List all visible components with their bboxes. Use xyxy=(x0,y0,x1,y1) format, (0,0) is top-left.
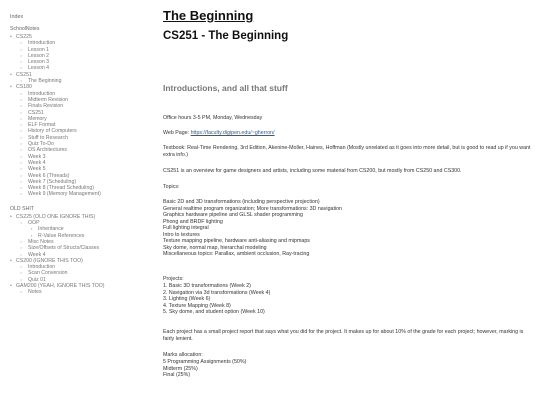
overview-text: CS251 is an overview for game designers and artists, including some material from CS200, but mostly from CS250 and CS300. xyxy=(163,168,462,174)
sidebar-item[interactable]: ○ Midterm Revision xyxy=(10,97,150,103)
sidebar-item[interactable]: ○ Lesson 2 xyxy=(10,53,150,59)
page-title: The Beginning xyxy=(163,8,254,23)
project-item: 5. Sky dome, and student option (Week 10) xyxy=(163,309,265,315)
sidebar-item[interactable]: ○ Lesson 3 xyxy=(10,59,150,65)
marks-item: Midterm (25%) xyxy=(163,365,198,372)
topic-item: Phong and BRDF lighting xyxy=(163,218,223,225)
sidebar-item[interactable]: ○ Quiz To-Do xyxy=(10,141,150,147)
sidebar-item[interactable]: ○ Notes xyxy=(10,289,150,295)
projects-label: Projects: xyxy=(163,276,184,282)
projects-list xyxy=(163,283,533,316)
sidebar-item[interactable]: • GAM200 (YEAH, IGNORE THIS TOO) xyxy=(10,283,150,289)
sidebar-item[interactable]: ○ Introduction xyxy=(10,91,150,97)
marks-item: Final (25%) xyxy=(163,372,191,378)
project-report-text: Each project has a small project report that says what you did for the project. It makes up for about 10% of the grade for each project; however, marking is fairly lenient. xyxy=(163,329,524,342)
sidebar-item[interactable]: ○ Week 7 (Scheduling) xyxy=(10,179,150,185)
sidebar-section-oldshit[interactable]: OLD SHIT xyxy=(10,205,34,212)
sidebar-item[interactable]: ○ The Beginning xyxy=(10,78,150,84)
textbook-text: Textbook: Real-Time Rendering, 3rd Edition, Akenine-Moller, Haines, Hoffman (Mostly unrelated as it goes into more detail, but is good to read up if you want extra info.) xyxy=(163,145,531,158)
sidebar-item[interactable]: ○ Week 5 xyxy=(10,166,150,172)
topic-item: Texture mapping pipeline, hardware anti-aliasing and mipmaps xyxy=(163,238,310,244)
sidebar-item[interactable]: ○ Introduction xyxy=(10,40,150,46)
sidebar-item[interactable]: ○ History of Computers xyxy=(10,128,150,134)
project-item: 2. Navigation via 3d transformations (Week 4) xyxy=(163,289,271,296)
sidebar-item[interactable]: • CS225 xyxy=(10,34,150,40)
sidebar-item[interactable]: ○ Week 9 (Memory Management) xyxy=(10,191,150,197)
topic-item: Full lighting integral xyxy=(163,225,209,231)
sidebar-nav xyxy=(0,0,150,405)
sidebar-item[interactable]: ○ OOP xyxy=(10,220,150,226)
office-hours-text: Office hours 3-5 PM, Monday, Wednesday xyxy=(163,115,263,121)
project-item: 4. Texture Mapping (Week 8) xyxy=(163,302,231,309)
sidebar-item[interactable]: ○ Finals Revision xyxy=(10,103,150,109)
web-page-label: Web Page: xyxy=(163,130,191,136)
topic-item: Sky dome, normal map, hierarchal modeling xyxy=(163,244,267,251)
sidebar-item[interactable]: ○ OS Architectures xyxy=(10,147,150,153)
topic-item: Intro to textures xyxy=(163,231,200,238)
sidebar-item[interactable]: • CS251 xyxy=(10,72,150,78)
sidebar-item[interactable]: ○ Week 3 xyxy=(10,154,150,160)
sidebar-item[interactable]: ○ Quiz 01 xyxy=(10,277,150,283)
topic-item: General realtime program organization; More transformations: 3D navigation xyxy=(163,205,343,212)
topics-label: Topics: xyxy=(163,184,180,190)
sidebar-item[interactable]: ○ Misc Notes xyxy=(10,239,150,245)
project-item: 1. Basic 3D transformations (Week 2) xyxy=(163,283,251,289)
course-title: CS251 - The Beginning xyxy=(163,30,289,42)
sidebar-item[interactable]: ○ Introduction xyxy=(10,264,150,270)
sidebar-item[interactable]: ▪ Inheritance xyxy=(10,226,150,232)
sidebar-item[interactable]: ○ Lesson 1 xyxy=(10,47,150,53)
web-page-line xyxy=(163,130,533,137)
topic-item: Miscellaneous topics: Parallax, ambient occlusion, Ray-tracing xyxy=(163,251,310,257)
sidebar-item[interactable]: • CS200 (IGNORE THIS TOO) xyxy=(10,258,150,264)
intro-heading: Introductions, and all that stuff xyxy=(163,83,288,93)
sidebar-item[interactable]: ▪ R-Value References xyxy=(10,233,150,239)
sidebar-item[interactable]: ○ Week 8 (Thread Scheduling) xyxy=(10,185,150,191)
main-content xyxy=(163,0,533,405)
sidebar-item[interactable]: ○ Week 4 xyxy=(10,160,150,166)
topics-list xyxy=(163,199,533,258)
sidebar-item[interactable]: ○ Memory xyxy=(10,116,150,122)
sidebar-schoolnotes-list xyxy=(10,34,150,198)
sidebar-item[interactable]: ○ ELF Format xyxy=(10,122,150,128)
sidebar-oldshit-list xyxy=(10,214,150,296)
sidebar-item[interactable]: ○ Stuff to Research xyxy=(10,135,150,141)
marks-item: 5 Programming Assignments (50%) xyxy=(163,359,247,365)
sidebar-item[interactable]: ○ Size/Offsets of Structs/Classes xyxy=(10,245,150,251)
project-item: 3. Lighting (Week 6) xyxy=(163,296,211,302)
sidebar-index-link[interactable]: Index xyxy=(10,14,24,20)
sidebar-item[interactable]: ○ Week 6 (Threads) xyxy=(10,173,150,179)
web-page-link[interactable]: https://faculty.digipen.edu/~gherron/ xyxy=(190,130,275,136)
topic-item: Basic 2D and 3D transformations (including perspective projection) xyxy=(163,199,320,205)
sidebar-item[interactable]: ○ Week 4 xyxy=(10,252,150,258)
sidebar-item[interactable]: ○ CS251 xyxy=(10,110,150,116)
sidebar-section-schoolnotes[interactable]: SchoolNotes xyxy=(10,26,40,32)
sidebar-item[interactable]: ○ Lesson 4 xyxy=(10,65,150,71)
sidebar-item[interactable]: • CS180 xyxy=(10,84,150,90)
marks-label: Marks allocation: xyxy=(163,352,203,358)
marks-list xyxy=(163,359,533,379)
sidebar-item[interactable]: • CS225 (OLD ONE IGNORE THIS) xyxy=(10,214,150,220)
topic-item: Graphics hardware pipeline and GLSL shader programming xyxy=(163,212,303,218)
sidebar-item[interactable]: ○ Scan Conversion xyxy=(10,270,150,276)
